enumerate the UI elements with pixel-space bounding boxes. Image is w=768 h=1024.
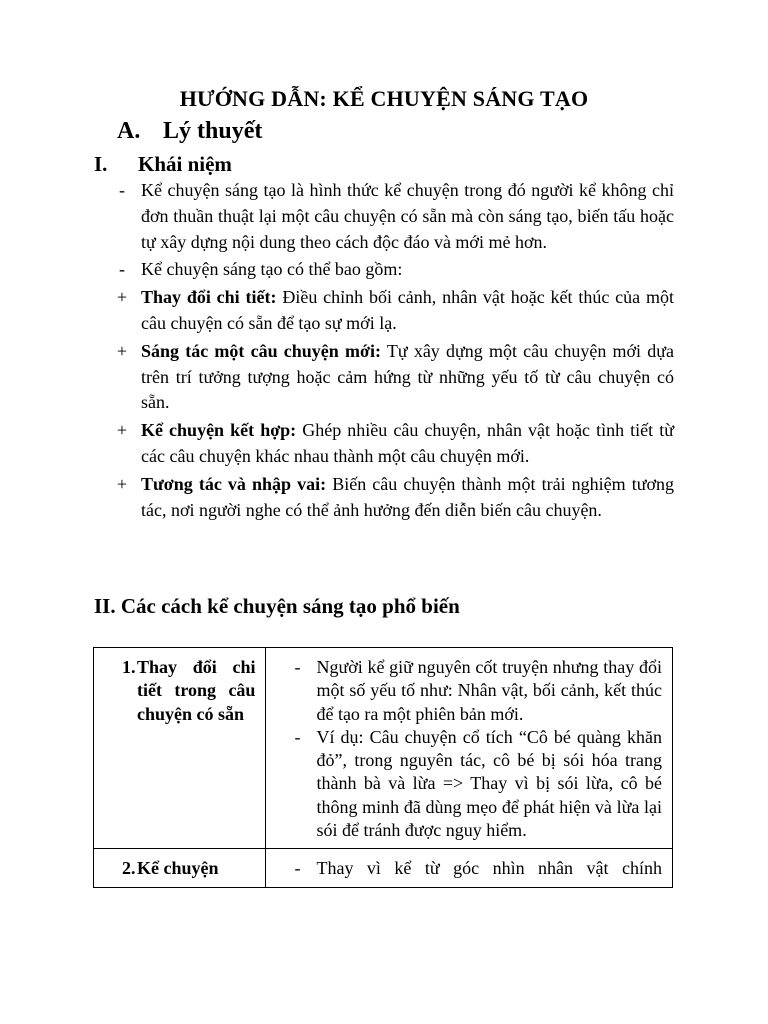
- detail-item: [276, 857, 662, 880]
- bullet-marker: -: [119, 259, 125, 280]
- list-item-term: Kể chuyện kết hợp:: [141, 420, 297, 441]
- method-detail-cell: [266, 849, 673, 887]
- list-item-text: Kể chuyện sáng tạo có thể bao gồm:: [141, 259, 403, 280]
- list-item-text: Tự xây dựng một câu chuyện mới dựa trên trí tưởng tượng hoặc cảm hứng từ những yếu tố từ câu chuyện có sẵn.: [141, 340, 674, 413]
- method-name: [104, 656, 255, 726]
- list-item-text: Ghép nhiều câu chuyện, nhân vật hoặc tình tiết từ các câu chuyện khác nhau thành một câu chuyện mới.: [141, 420, 674, 466]
- method-detail-cell: [266, 648, 673, 849]
- detail-text: Thay vì kể từ góc nhìn nhân vật chính: [316, 858, 662, 879]
- list-item: [112, 472, 674, 524]
- list-item-term: Tương tác và nhập vai:: [141, 473, 327, 494]
- detail-text: Người kể giữ nguyên cốt truyện nhưng thay đổi một số yếu tố như: Nhân vật, bối cảnh, kết thúc để tạo ra một phiên bản mới.: [316, 657, 662, 724]
- document-title: HƯỚNG DẪN: KỂ CHUYỆN SÁNG TẠO: [179, 86, 589, 111]
- bullet-marker: +: [116, 340, 128, 361]
- section-i-heading: [94, 152, 232, 177]
- bullet-marker: +: [116, 473, 128, 494]
- bullet-marker: -: [119, 180, 125, 200]
- method-name-cell: [94, 849, 266, 887]
- list-item-text: Điều chỉnh bối cảnh, nhân vật hoặc kết thúc của một câu chuyện có sẵn để tạo sự mới lạ.: [141, 287, 674, 333]
- section-i-label: Khái niệm: [138, 152, 232, 176]
- list-item: [112, 285, 674, 337]
- method-name-cell: [94, 648, 266, 849]
- list-item-text: Kể chuyện sáng tạo là hình thức kể chuyện trong đó người kể không chỉ đơn thuần thuật lại một câu chuyện có sẵn mà còn sáng tạo, biến tấu hoặc tự xây dựng nội dung theo cách độc đáo và mới mẻ hơn.: [141, 180, 674, 252]
- section-a-heading: [117, 118, 262, 145]
- list-item-term: Thay đổi chi tiết:: [141, 287, 277, 308]
- list-item: [112, 257, 674, 283]
- method-name-text: Kể chuyện: [137, 858, 219, 879]
- detail-text: Ví dụ: Câu chuyện cổ tích “Cô bé quàng khăn đỏ”, trong nguyên tác, cô bé bị sói hóa trang thành bà và lừa => Thay vì bị sói lừa, cô bé thông minh đã dùng mẹo để phát hiện và lừa lại sói để tránh được nguy hiểm.: [316, 726, 662, 841]
- list-item: [112, 178, 674, 255]
- method-name: [104, 857, 255, 880]
- list-item-text: Biến câu chuyện thành một trải nghiệm tương tác, nơi người nghe có thể ảnh hưởng đến diễn biến câu chuyện.: [141, 473, 675, 520]
- list-item: [112, 339, 674, 416]
- method-name-text: Thay đổi chi tiết trong câu chuyện có sẵn: [137, 657, 256, 724]
- table-row: [94, 648, 673, 849]
- concept-list: [112, 178, 674, 525]
- section-ii-heading: II. Các cách kể chuyện sáng tạo phổ biến: [94, 594, 460, 618]
- method-number: 1.: [122, 657, 136, 677]
- bullet-marker: -: [294, 858, 301, 879]
- list-item: [112, 418, 674, 470]
- list-item-term: Sáng tác một câu chuyện mới:: [141, 340, 381, 361]
- bullet-marker: +: [116, 287, 128, 308]
- method-number: 2.: [122, 858, 136, 879]
- bullet-marker: +: [116, 420, 128, 441]
- section-i-marker: I.: [94, 152, 108, 176]
- detail-item: [276, 656, 662, 726]
- detail-item: [276, 726, 662, 842]
- methods-table: [93, 647, 673, 888]
- bullet-marker: -: [294, 657, 301, 677]
- bullet-marker: -: [294, 726, 301, 747]
- section-a-label: Lý thuyết: [163, 118, 263, 144]
- section-a-marker: A.: [117, 118, 141, 144]
- table-row: [94, 849, 673, 887]
